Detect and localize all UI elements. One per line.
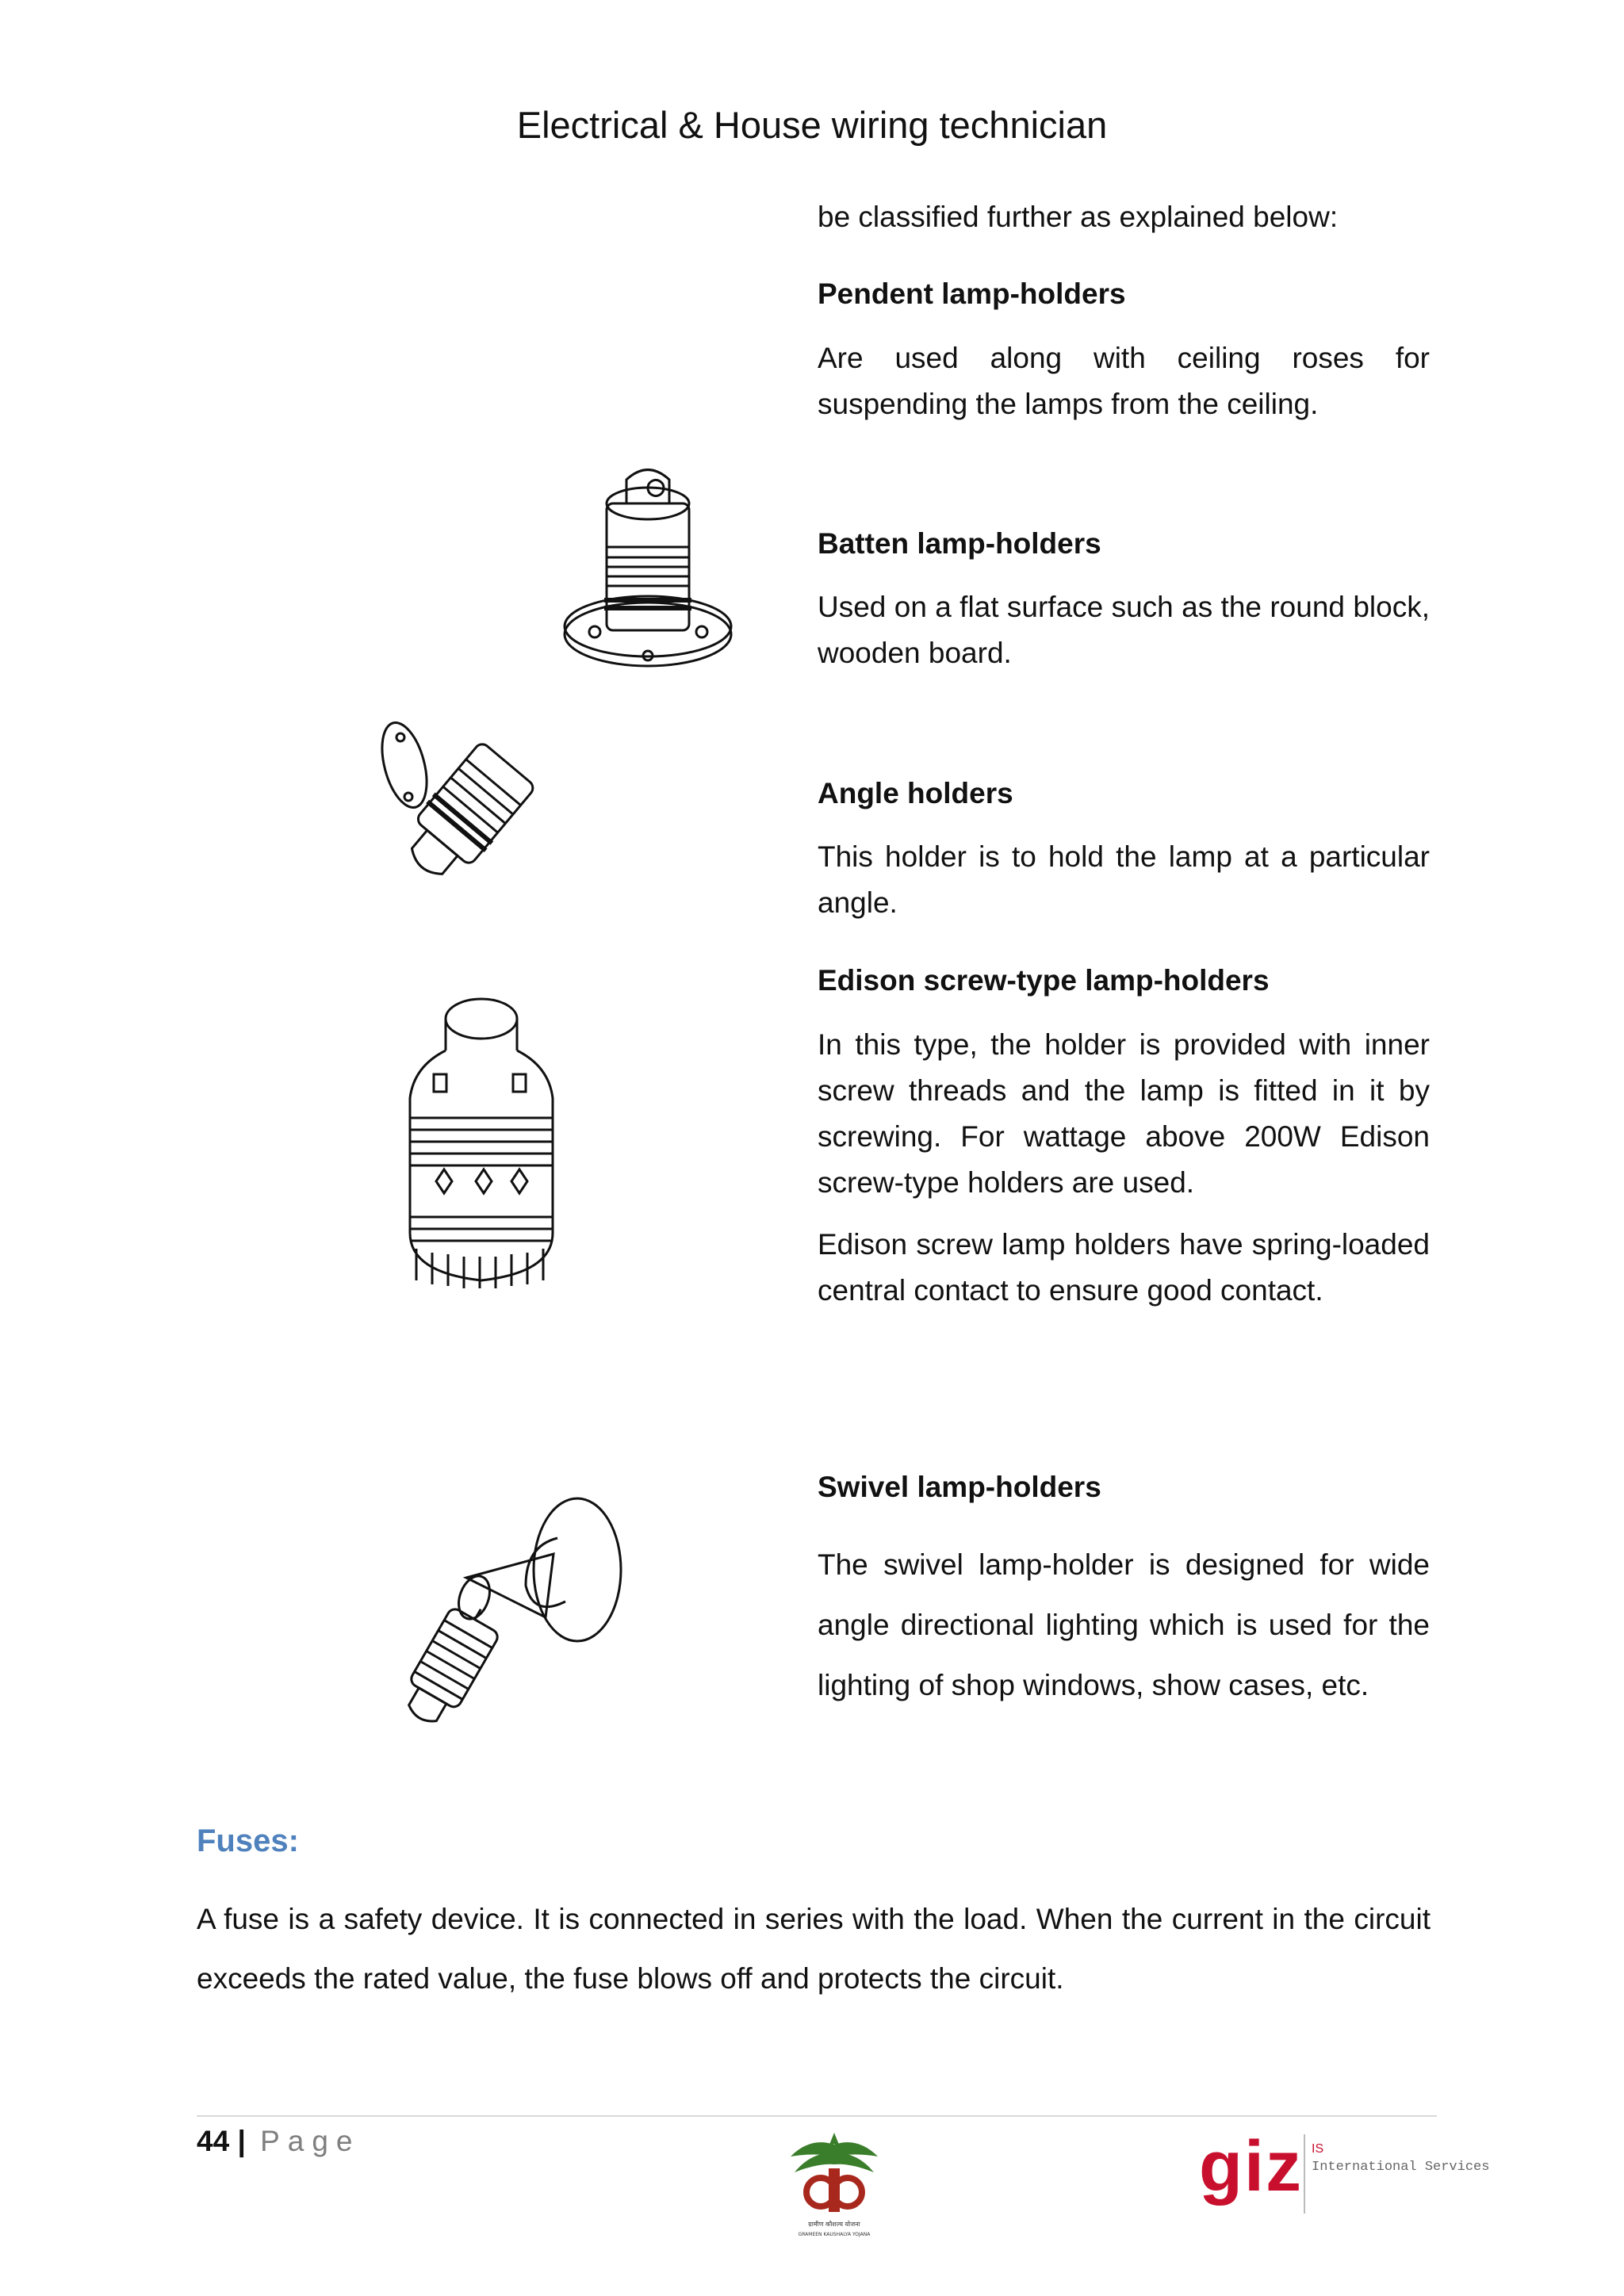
page-separator: | [237,2125,246,2157]
logo-caption-1: ग्रामीण कौशल्य योजना [808,2221,860,2228]
section-body-pendent: Are used along with ceiling roses for suspending the lamps from the ceiling. [818,342,1430,420]
grameen-kaushalya-logo [781,2125,888,2252]
fuses-heading: Fuses: [197,1823,299,1858]
page-header-title: Electrical & House wiring technician [516,104,1108,146]
section-body-swivel: The swivel lamp-holder is designed for wide angle directional lighting which is used for the lighting of shop windows, show cases, etc. [818,1548,1430,1701]
section-body-edison-2: Edison screw lamp holders have spring-loaded central contact to ensure good contact. [818,1228,1430,1307]
page-number [197,2125,361,2158]
page-label: Page [260,2125,361,2157]
angle-holder-illustration [373,718,555,900]
section-heading-angle: Angle holders [818,777,1013,809]
logo-caption-2: GRAMEEN KAUSHALYA YOJANA [798,2232,871,2237]
page-number-value: 44 [197,2125,230,2157]
intro-text: be classified further as explained below: [818,201,1339,233]
giz-logo-text: giz [1199,2127,1303,2206]
fuses-body: A fuse is a safety device. It is connected in series with the load. When the current in the circuit exceeds the rated value, the fuse blows off and protects the circuit. [197,1903,1431,1995]
footer-divider [197,2115,1437,2117]
section-body-batten: Used on a flat surface such as the round block, wooden board. [818,591,1430,669]
giz-services-text: International Services [1312,2160,1490,2175]
giz-logo-divider [1304,2134,1305,2214]
section-body-angle: This holder is to hold the lamp at a particular angle. [818,840,1430,919]
section-heading-pendent: Pendent lamp-holders [818,277,1126,310]
swivel-lamp-holder-illustration [387,1490,625,1728]
section-heading-edison: Edison screw-type lamp-holders [818,964,1270,997]
batten-lamp-holder-illustration [555,456,741,682]
giz-is-text: IS [1312,2142,1324,2156]
section-body-edison: In this type, the holder is provided with inner screw threads and the lamp is fitted in it by screwing. For wattage above 200W Edison screw-type holders are used. [818,1028,1430,1199]
giz-logo [1199,2127,1490,2214]
edison-screw-holder-illustration [393,991,575,1296]
section-heading-batten: Batten lamp-holders [818,527,1101,560]
section-heading-swivel: Swivel lamp-holders [818,1471,1101,1503]
